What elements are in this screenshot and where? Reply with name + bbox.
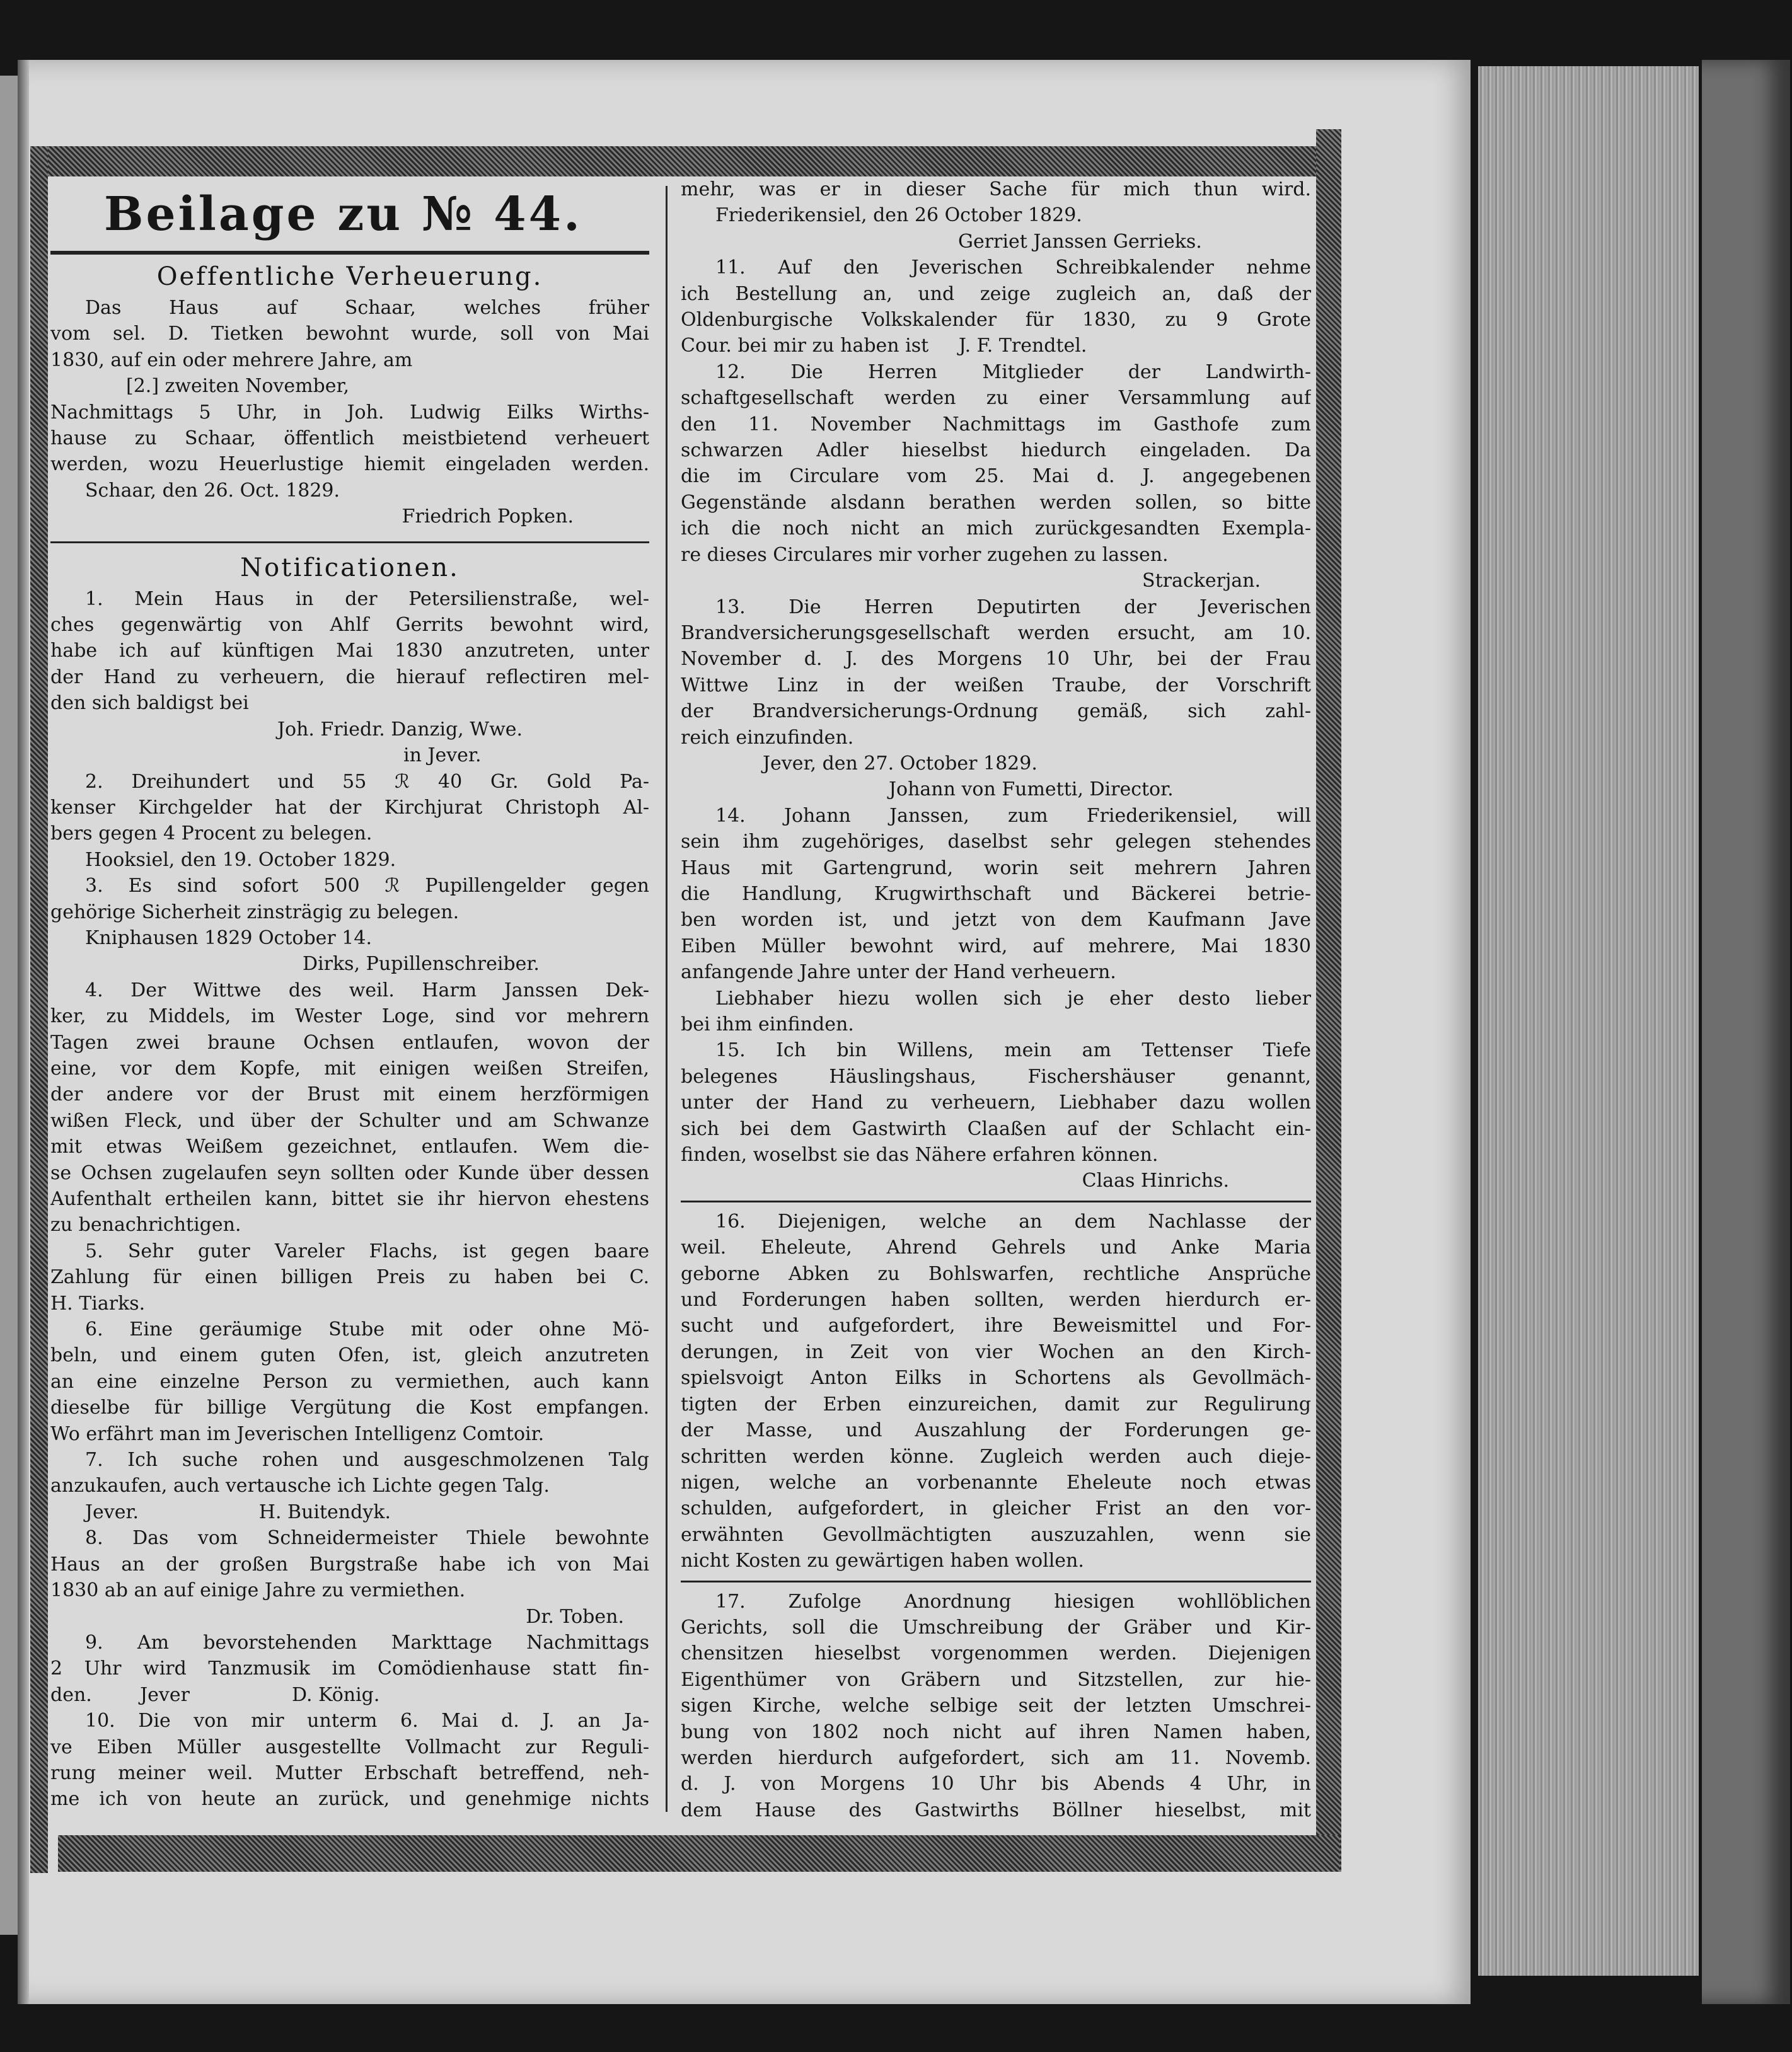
text-line: dem Hause des Gastwirths Böllner hieselbst, mit: [681, 1799, 1311, 1821]
left-column: [50, 183, 649, 1813]
text-line: 1830 ab an auf einige Jahre zu vermiethen.: [50, 1579, 466, 1602]
frame-border-right: [1316, 129, 1341, 1872]
notice-14: [681, 803, 1311, 1038]
text-line: me ich von heute an zurück, und genehmige nichts: [50, 1788, 649, 1811]
dateline: Jever, den 27. October 1829.: [763, 752, 1038, 775]
text-line: 16. Diejenigen, welche an dem Nachlasse der: [715, 1210, 1311, 1233]
text-line: Brandversicherungsgesellschaft werden ersucht, am 10.: [681, 621, 1311, 644]
notice-7: [50, 1447, 649, 1525]
text-line: schulden, aufgefordert, in gleicher Frist an den vor-: [681, 1497, 1311, 1520]
text-line: 8. Das vom Schneidermeister Thiele bewohnte: [85, 1527, 649, 1550]
text-line: 10. Die von mir unterm 6. Mai d. J. an Ja-: [85, 1710, 649, 1732]
text-line: Gegenstände alsdann berathen werden sollen, so bitte: [681, 491, 1311, 514]
book-gutter: [18, 60, 29, 2004]
page-block-edge: [1478, 66, 1699, 1976]
signature: Gerriet Janssen Gerrieks.: [958, 230, 1202, 253]
text-line: den sich baldigst bei: [50, 692, 249, 715]
text-line: dieselbe für billige Vergütung die Kost empfangen.: [50, 1397, 649, 1419]
notice-6: [50, 1317, 649, 1447]
text-line: gehörige Sicherheit zinsträgig zu belegen.: [50, 901, 460, 923]
text-line: der andere vor der Brust mit einem herzförmigen: [50, 1083, 649, 1106]
text-line: ich Bestellung an, und zeige zugleich an, daß der: [681, 282, 1311, 305]
text-line: hause zu Schaar, öffentlich meistbietend verheuert: [50, 427, 649, 450]
text-line: Eigenthümer von Gräbern und Sitzstellen, zur hie-: [681, 1668, 1311, 1691]
auction-notice: [50, 295, 649, 530]
text-line: belegenes Häuslingshaus, Fischershäuser genannt,: [681, 1065, 1311, 1088]
text-line: kenser Kirchgelder hat der Kirchjurat Christoph Al-: [50, 796, 649, 819]
book-cover-edge: [1702, 60, 1790, 2004]
signature: Friedrich Popken.: [402, 505, 574, 528]
text-line: 15. Ich bin Willens, mein am Tettenser Tiefe: [715, 1039, 1311, 1062]
notice-9: [50, 1630, 649, 1708]
text-line: Cour. bei mir zu haben ist J. F. Trendtel.: [681, 335, 1087, 357]
text-line: Wittwe Linz in der weißen Traube, der Vorschrift: [681, 674, 1311, 696]
text-line: unter der Hand zu verheuern, Liebhaber dazu wollen: [681, 1092, 1311, 1114]
notice-4: [50, 977, 649, 1238]
dateline: Friederikensiel, den 26 October 1829.: [715, 204, 1082, 227]
text-line: geborne Abken zu Bohlswarfen, rechtliche Ansprüche: [681, 1262, 1311, 1285]
text-line: sich bei dem Gastwirth Claaßen auf der Schlacht ein-: [681, 1117, 1311, 1140]
text-line: bung von 1802 noch nicht auf ihren Namen haben,: [681, 1721, 1311, 1743]
text-line: schaftgesellschaft werden zu einer Versammlung auf: [681, 387, 1311, 410]
text-line: Aufenthalt ertheilen kann, bittet sie ihr hiervon ehestens: [50, 1188, 649, 1210]
notice-10-continued: [681, 176, 1311, 255]
notices-heading: Notificationen.: [240, 553, 460, 582]
notice-11: [681, 255, 1311, 359]
text-line: Das Haus auf Schaar, welches früher: [85, 297, 649, 319]
signature: Joh. Friedr. Danzig, Wwe.: [277, 718, 523, 741]
signature: Johann von Fumetti, Director.: [889, 778, 1174, 801]
text-line: 2 Uhr wird Tanzmusik im Comödienhause statt fin-: [50, 1657, 649, 1680]
text-line: Liebhaber hiezu wollen sich je eher desto lieber: [715, 987, 1311, 1010]
signature: Claas Hinrichs.: [1082, 1170, 1229, 1192]
text-line: re dieses Circulares mir vorher zugehen zu lassen.: [681, 543, 1169, 566]
notice-5: [50, 1238, 649, 1317]
text-line: tigten der Erben einzureichen, damit zur Regulirung: [681, 1393, 1311, 1415]
text-line: habe ich auf künftigen Mai 1830 anzutreten, unter: [50, 640, 649, 662]
text-line: Gerichts, soll die Umschreibung der Gräber und Kir-: [681, 1616, 1311, 1639]
text-line: zu benachrichtigen.: [50, 1214, 241, 1236]
text-line: ve Eiben Müller ausgestellte Vollmacht zur Reguli-: [50, 1736, 649, 1758]
text-line: spielsvoigt Anton Eilks in Schortens als Gevollmäch-: [681, 1367, 1311, 1390]
text-line: werden hierdurch aufgefordert, sich am 11. Novemb.: [681, 1746, 1311, 1769]
frame-border-bottom: [58, 1835, 1340, 1872]
notice-3: [50, 873, 649, 977]
text-line: chensitzen hieselbst vorgenommen werden. Diejenigen: [681, 1642, 1311, 1665]
text-line: die Handlung, Krugwirthschaft und Bäckerei betrie-: [681, 882, 1311, 905]
text-line: vom sel. D. Tietken bewohnt wurde, soll von Mai: [50, 323, 649, 345]
text-line: 3. Es sind sofort 500 ℛ Pupillengelder gegen: [85, 875, 649, 897]
text-line: eine, vor dem Kopfe, mit einigen weißen Streifen,: [50, 1057, 649, 1080]
notice-13: [681, 594, 1311, 803]
signature: Jever. H. Buitendyk.: [85, 1501, 391, 1523]
text-line: 1830, auf ein oder mehrere Jahre, am: [50, 349, 413, 371]
text-line: Wo erfährt man im Jeverischen Intelligenz Comtoir.: [50, 1422, 545, 1445]
notice-1: [50, 586, 649, 769]
text-line: 5. Sehr guter Vareler Flachs, ist gegen baare: [85, 1240, 649, 1262]
text-line: sein ihm zugehöriges, daselbst sehr gelegen stehendes: [681, 831, 1311, 853]
notice-16: [681, 1209, 1311, 1574]
signature: Dirks, Pupillenschreiber.: [303, 953, 540, 976]
text-line: Haus an der großen Burgstraße habe ich von Mai: [50, 1553, 649, 1576]
notice-15: [681, 1037, 1311, 1194]
text-line: reich einzufinden.: [681, 726, 854, 749]
text-line: bers gegen 4 Procent zu belegen.: [50, 822, 373, 845]
auction-heading: Oeffentliche Verheuerung.: [156, 262, 543, 291]
text-line: beln, und einem guten Ofen, ist, gleich anzutreten: [50, 1344, 649, 1367]
text-line: November d. J. des Morgens 10 Uhr, bei der Frau: [681, 648, 1311, 671]
text-line: 9. Am bevorstehenden Markttage Nachmittags: [85, 1631, 649, 1654]
text-line: d. J. von Morgens 10 Uhr bis Abends 4 Uhr, in: [681, 1773, 1311, 1796]
signature: Strackerjan.: [1142, 570, 1261, 592]
text-line: mehr, was er in dieser Sache für mich thun wird.: [681, 178, 1311, 200]
text-line: H. Tiarks.: [50, 1292, 146, 1315]
text-line: ches gegenwärtig von Ahlf Gerrits bewohnt wird,: [50, 614, 649, 637]
text-line: sucht und aufgefordert, ihre Beweismittel und For-: [681, 1315, 1311, 1337]
text-line: 1. Mein Haus in der Petersilienstraße, wel-: [85, 587, 649, 610]
masthead-rule: [50, 251, 649, 255]
dateline: Kniphausen 1829 October 14.: [85, 926, 373, 949]
text-line: finden, woselbst sie das Nähere erfahren können.: [681, 1144, 1159, 1167]
text-line: ben worden ist, und jetzt von dem Kaufmann Jave: [681, 909, 1311, 931]
text-line: [2.] zweiten November,: [126, 375, 350, 398]
text-line: nicht Kosten zu gewärtigen haben wollen.: [681, 1550, 1084, 1572]
frame-border-top: [30, 146, 1341, 176]
text-line: 7. Ich suche rohen und ausgeschmolzenen Talg: [85, 1449, 649, 1472]
text-line: den 11. November Nachmittags im Gasthofe zum: [681, 413, 1311, 435]
text-line: schritten werden könne. Zugleich werden auch dieje-: [681, 1445, 1311, 1468]
text-line: werden, wozu Heuerlustige hiemit eingeladen werden.: [50, 453, 649, 476]
text-line: 14. Johann Janssen, zum Friederikensiel, will: [715, 804, 1311, 827]
text-line: Oldenburgische Volkskalender für 1830, zu 9 Grote: [681, 309, 1311, 331]
text-line: 6. Eine geräumige Stube mit oder ohne Mö-: [85, 1318, 649, 1341]
text-line: Haus mit Gartengrund, worin seit mehrern Jahren: [681, 856, 1311, 879]
text-line: an eine einzelne Person zu vermiethen, auch kann: [50, 1370, 649, 1393]
notice-10: [50, 1708, 649, 1813]
signature: Dr. Toben.: [526, 1605, 624, 1628]
text-line: mit etwas Weißem gezeichnet, entlaufen. Wem die-: [50, 1136, 649, 1158]
text-line: se Ochsen zugelaufen seyn sollten oder Kunde über dessen: [50, 1161, 649, 1184]
text-line: Schaar, den 26. Oct. 1829.: [85, 479, 340, 502]
text-line: erwähnten Gevollmächtigten auszuzahlen, wenn sie: [681, 1523, 1311, 1546]
notice-2: [50, 769, 649, 873]
text-line: 12. Die Herren Mitglieder der Landwirth-: [715, 360, 1311, 383]
text-line: weil. Eheleute, Ahrend Gehrels und Anke Maria: [681, 1236, 1311, 1259]
text-line: 4. Der Wittwe des weil. Harm Janssen Dek-: [85, 979, 649, 1001]
text-line: 11. Auf den Jeverischen Schreibkalender nehme: [715, 256, 1311, 279]
text-line: Tagen zwei braune Ochsen entlaufen, wovon der: [50, 1031, 649, 1054]
previous-page-edge: [0, 76, 19, 1935]
text-line: ich die noch nicht an mich zurückgesandten Exempla-: [681, 517, 1311, 540]
text-line: nigen, welche an vorbenannte Eheleute noch etwas: [681, 1471, 1311, 1494]
text-line: Nachmittags 5 Uhr, in Joh. Ludwig Eilks Wirths-: [50, 401, 649, 424]
text-line: anfangende Jahre unter der Hand verheuern.: [681, 961, 1116, 984]
notice-8: [50, 1525, 649, 1630]
section-rule: [681, 1581, 1311, 1582]
column-divider: [666, 186, 668, 1812]
signature-place: in Jever.: [403, 744, 482, 767]
frame-border-left: [30, 146, 48, 1873]
text-line: der Brandversicherungs-Ordnung gemäß, sich zahl-: [681, 700, 1311, 723]
text-line: wißen Fleck, und über der Schulter und am Schwanze: [50, 1109, 649, 1132]
signature: den. Jever D. König.: [50, 1683, 380, 1706]
text-line: bei ihm einfinden.: [681, 1013, 854, 1035]
section-rule: [50, 541, 649, 543]
text-line: Eiben Müller bewohnt wird, auf mehrere, Mai 1830: [681, 935, 1311, 957]
right-column: [681, 176, 1311, 1823]
text-line: derungen, in Zeit von vier Wochen an den Kirch-: [681, 1340, 1311, 1363]
masthead: Beilage zu № 44.: [104, 187, 582, 241]
text-line: anzukaufen, auch vertausche ich Lichte gegen Talg.: [50, 1475, 550, 1497]
text-line: schwarzen Adler hieselbst hiedurch eingeladen. Da: [681, 439, 1311, 462]
section-rule: [681, 1201, 1311, 1202]
text-line: 17. Zufolge Anordnung hiesigen wohllöblichen: [715, 1590, 1311, 1613]
notice-17: [681, 1589, 1311, 1824]
text-line: der Hand zu verheuern, die hierauf reflectiren mel-: [50, 666, 649, 688]
dateline: Hooksiel, den 19. October 1829.: [85, 848, 396, 871]
text-line: 13. Die Herren Deputirten der Jeverischen: [715, 596, 1311, 618]
notice-12: [681, 359, 1311, 594]
text-line: sigen Kirche, welche selbige seit der letzten Umschrei-: [681, 1695, 1311, 1717]
text-line: rung meiner weil. Mutter Erbschaft betreffend, neh-: [50, 1761, 649, 1784]
text-line: die im Circulare vom 25. Mai d. J. angegebenen: [681, 465, 1311, 488]
text-line: 2. Dreihundert und 55 ℛ 40 Gr. Gold Pa-: [85, 770, 649, 793]
text-line: ker, zu Middels, im Wester Loge, sind vor mehrern: [50, 1005, 649, 1028]
text-line: der Masse, und Auszahlung der Forderungen ge-: [681, 1419, 1311, 1442]
text-line: Zahlung für einen billigen Preis zu haben bei C.: [50, 1266, 649, 1289]
text-line: und Forderungen haben sollten, werden hierdurch er-: [681, 1289, 1311, 1311]
